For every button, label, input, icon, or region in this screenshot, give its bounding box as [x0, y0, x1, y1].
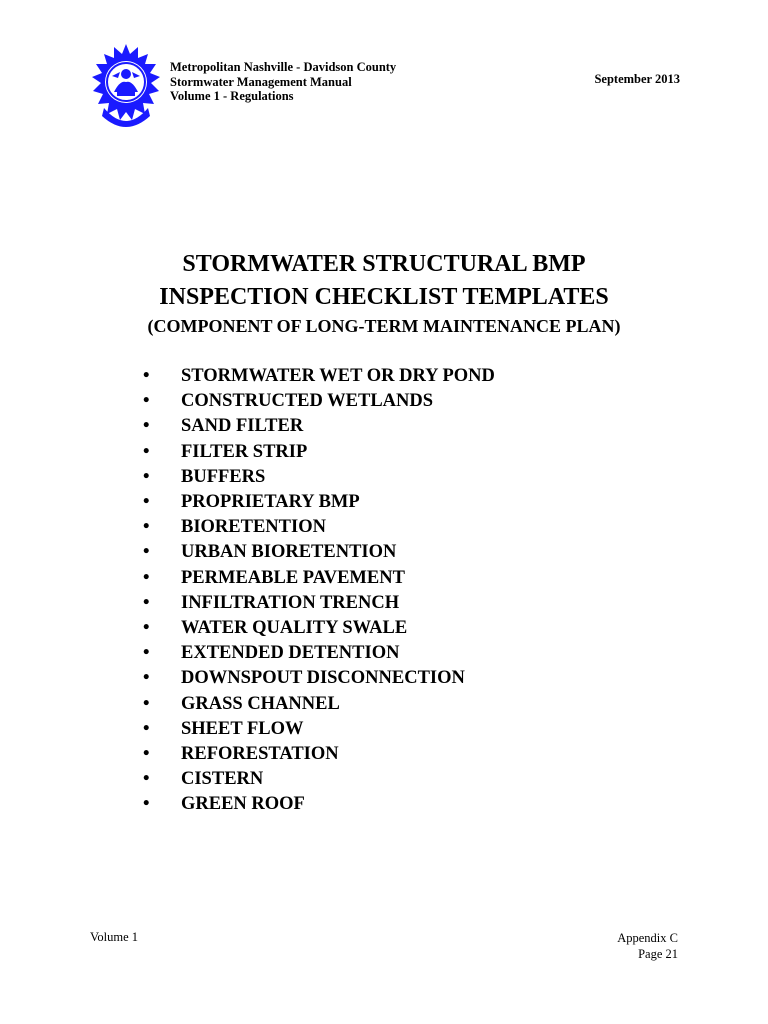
list-item-label: STORMWATER WET OR DRY POND: [181, 366, 495, 386]
list-item-label: DOWNSPOUT DISCONNECTION: [181, 668, 465, 689]
list-item-label: BUFFERS: [181, 466, 266, 487]
bullet-icon: •: [143, 592, 150, 613]
bullet-icon: •: [143, 542, 150, 563]
page-title-line-1: STORMWATER STRUCTURAL BMP: [182, 251, 586, 277]
list-item-label: PERMEABLE PAVEMENT: [181, 567, 405, 588]
bullet-icon: •: [143, 693, 150, 714]
list-item-label: WATER QUALITY SWALE: [181, 618, 408, 639]
list-item: [143, 591, 495, 616]
list-item: [143, 414, 495, 439]
list-item: [143, 641, 495, 666]
list-item: [143, 440, 495, 465]
list-item-label: GREEN ROOF: [181, 794, 305, 815]
header-manual-name: Stormwater Management Manual: [170, 74, 352, 89]
list-item: [143, 465, 495, 490]
list-item-label: PROPRIETARY BMP: [181, 492, 360, 513]
list-item: [143, 692, 495, 717]
page-title-line-2: INSPECTION CHECKLIST TEMPLATES: [159, 284, 609, 310]
footer-page-number: Page 21: [638, 947, 678, 961]
list-item: [143, 792, 495, 817]
header-organization: [170, 60, 396, 104]
metro-seal-logo: [90, 42, 162, 128]
bullet-icon: •: [143, 492, 150, 513]
list-item: [143, 767, 495, 792]
footer-appendix: Appendix C: [617, 931, 678, 945]
bullet-icon: •: [143, 366, 150, 386]
bullet-icon: •: [143, 466, 150, 487]
bullet-icon: •: [143, 744, 150, 765]
bullet-icon: •: [143, 567, 150, 588]
bmp-list: [143, 364, 495, 818]
list-item: [143, 616, 495, 641]
list-item-label: SAND FILTER: [181, 416, 304, 437]
list-item: [143, 717, 495, 742]
list-item-label: FILTER STRIP: [181, 441, 308, 462]
list-item-label: BIORETENTION: [181, 517, 326, 538]
bullet-icon: •: [143, 416, 150, 437]
list-item-label: CONSTRUCTED WETLANDS: [181, 391, 434, 412]
list-item: [143, 364, 495, 389]
bullet-icon: •: [143, 718, 150, 739]
header-volume-name: Volume 1 - Regulations: [170, 89, 294, 103]
list-item-label: INFILTRATION TRENCH: [181, 592, 400, 613]
bullet-icon: •: [143, 668, 150, 689]
list-item: [143, 566, 495, 591]
list-item: [143, 540, 495, 565]
list-item: [143, 742, 495, 767]
bullet-icon: •: [143, 769, 150, 790]
bullet-icon: •: [143, 517, 150, 538]
bullet-icon: •: [143, 643, 150, 664]
bullet-icon: •: [143, 391, 150, 412]
list-item: [143, 666, 495, 691]
list-item-label: REFORESTATION: [181, 744, 339, 765]
bullet-icon: •: [143, 618, 150, 639]
list-item-label: GRASS CHANNEL: [181, 693, 340, 714]
title-block: [0, 248, 768, 338]
list-item-label: EXTENDED DETENTION: [181, 643, 400, 664]
page-subtitle: (COMPONENT OF LONG-TERM MAINTENANCE PLAN): [147, 316, 621, 336]
bullet-icon: •: [143, 441, 150, 462]
list-item: [143, 389, 495, 414]
list-item-label: CISTERN: [181, 769, 264, 790]
list-item-label: URBAN BIORETENTION: [181, 542, 397, 563]
bullet-icon: •: [143, 794, 150, 815]
header-date: September 2013: [594, 72, 680, 86]
list-item: [143, 515, 495, 540]
list-item-label: SHEET FLOW: [181, 718, 304, 739]
header-org-name: Metropolitan Nashville - Davidson County: [170, 60, 397, 74]
footer-page-info: [617, 930, 678, 962]
footer-volume: Volume 1: [90, 930, 139, 944]
list-item: [143, 490, 495, 515]
